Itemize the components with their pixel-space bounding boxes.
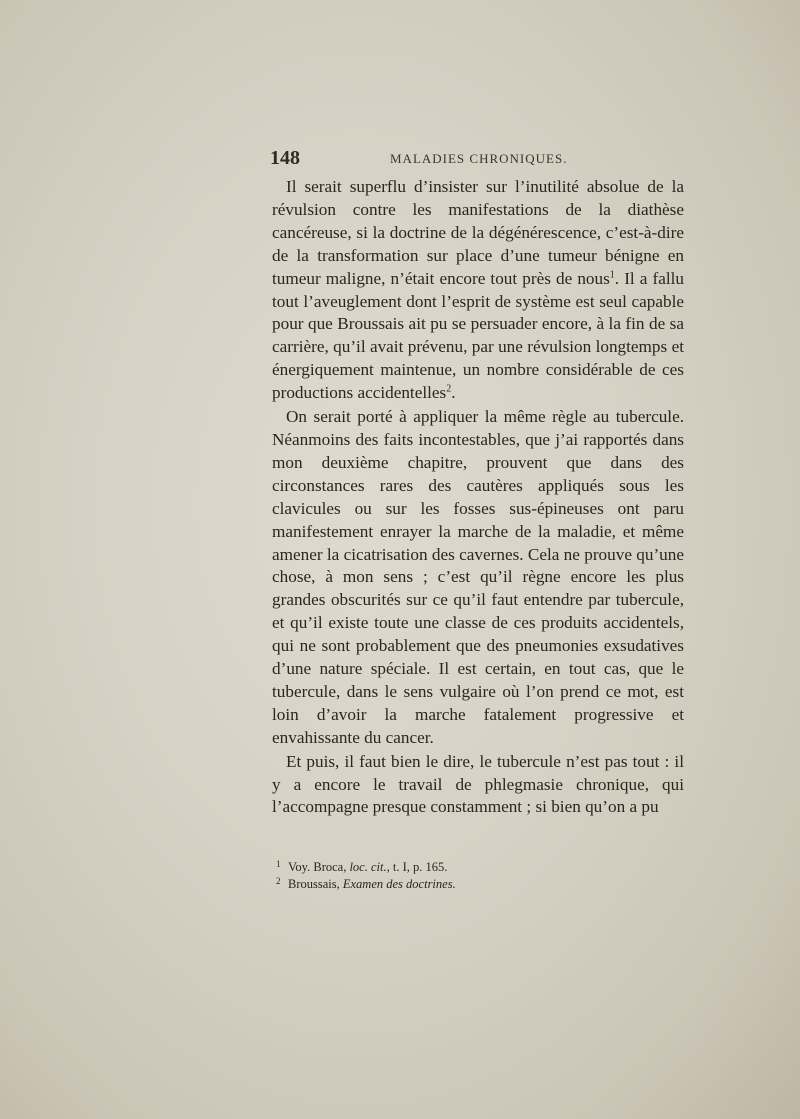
footnotes	[276, 859, 686, 893]
footnote-text: Voy. Broca,	[288, 860, 350, 874]
footnote-mark: 2	[276, 876, 281, 886]
page-number: 148	[270, 147, 300, 169]
paragraph-text: .	[451, 383, 456, 403]
paragraph-2	[272, 406, 684, 750]
paragraph-text: Il serait superflu d’insister sur l’inutilité absolue de la révulsion contre les manifestations de la diathèse cancéreuse, si la doctrine de la dégénérescence, c’est-à-dire de la transformation sur place d’une tumeur bénigne en tumeur maligne, n’était encore tout près de nous	[272, 177, 684, 288]
footnote-1	[276, 859, 686, 876]
footnote-italic: Examen des doctrines.	[342, 877, 456, 891]
paragraph-text: On serait porté à appliquer la même règle au tubercule. Néanmoins des faits incontestables, que j’ai rapportés dans mon deuxième chapitre, prouvent que dans des circonstances rares des cautères appliqués sous les clavicules ou sur les fosses sus-épineuses ont paru manifestement enrayer la marche de la maladie, et même amener la cicatrisation des cavernes. Cela ne prouve qu’une chose, à mon sens ; c’est qu’il règne encore les plus grandes obscurités sur ce qu’il faut entendre par tubercule, et qu’il existe toute une classe de ces produits accidentels, qui ne sont probablement que des pneumonies exsudatives d’une nature spéciale. Il est certain, en tout cas, que le tubercule, dans le sens vulgaire où l’on prend ce mot, est loin d’avoir la marche fatalement progressive et envahissante du cancer.	[272, 407, 684, 747]
paragraph-text: . Il a fallu tout l’aveuglement dont l’esprit de système est seul capable pour que Broussais ait pu se persuader encore, à la fin de sa carrière, qu’il avait prévenu, par une révulsion longtemps et énergiquement maintenue, un nombre considérable de ces productions accidentelles	[272, 268, 685, 403]
footnote-rest: , t. I, p. 165.	[386, 860, 448, 874]
paragraph-1	[272, 176, 684, 405]
footnote-text: Broussais,	[288, 877, 343, 891]
footnote-ref: 2	[446, 383, 452, 395]
paragraph-text: Et puis, il faut bien le dire, le tubercule n’est pas tout : il y a encore le travail de phlegmasie chronique, qui l’accompagne presque constamment ; si bien qu’on a pu	[272, 751, 684, 817]
running-title: MALADIES CHRONIQUES.	[390, 151, 568, 166]
footnote-mark: 1	[276, 859, 281, 869]
footnote-italic: loc. cit.	[349, 860, 387, 874]
paragraph-3	[272, 751, 684, 820]
footnote-2	[276, 876, 686, 893]
body-text	[272, 176, 684, 819]
page-header	[270, 147, 690, 171]
footnote-ref: 1	[609, 268, 615, 280]
